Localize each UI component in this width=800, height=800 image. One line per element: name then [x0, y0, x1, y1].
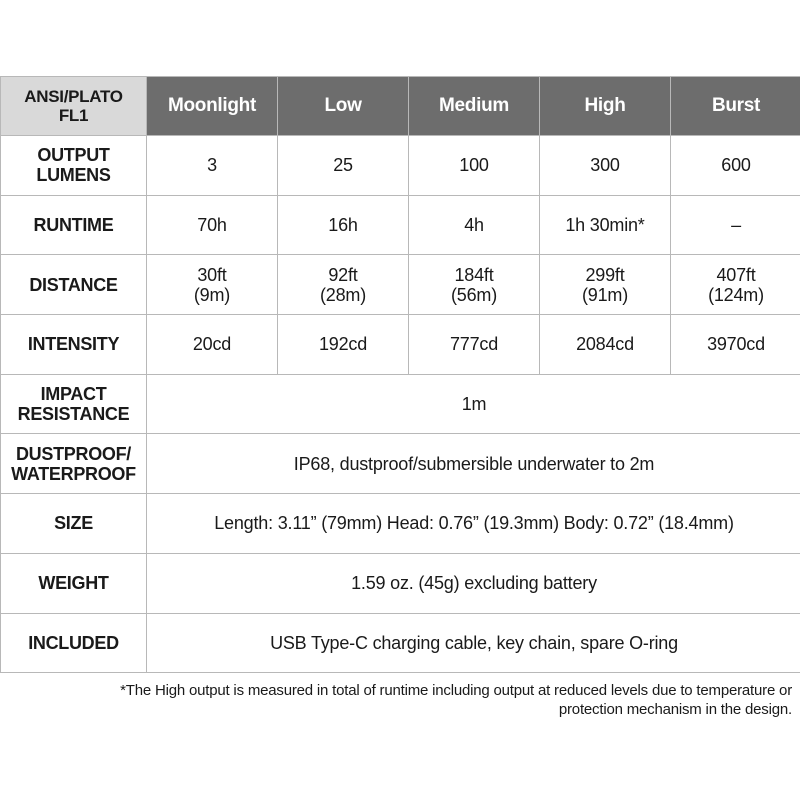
value-cell	[278, 255, 409, 315]
value-cell: –	[671, 195, 800, 255]
table-row	[1, 255, 800, 315]
value-cell: 16h	[278, 195, 409, 255]
value-cell: 3970cd	[671, 315, 800, 375]
value-cell: 1h 30min*	[540, 195, 671, 255]
footnote-line: *The High output is measured in total of runtime including output at reduced levels due to temperature or	[120, 682, 792, 699]
table-row	[1, 315, 800, 375]
value-cell-span: Length: 3.11” (79mm) Head: 0.76” (19.3mm) Body: 0.72” (18.4mm)	[147, 494, 800, 554]
value-line: 92ft	[328, 264, 358, 285]
row-label	[1, 136, 147, 196]
row-label: RUNTIME	[1, 195, 147, 255]
row-label: INCLUDED	[1, 613, 147, 673]
value-cell: 192cd	[278, 315, 409, 375]
value-cell: 20cd	[147, 315, 278, 375]
spec-table	[0, 76, 800, 673]
table-row	[1, 494, 800, 554]
table-row	[1, 613, 800, 673]
mode-header-moonlight: Moonlight	[147, 77, 278, 136]
table-row	[1, 434, 800, 494]
value-cell-span: IP68, dustproof/submersible underwater to 2m	[147, 434, 800, 494]
mode-header-low: Low	[278, 77, 409, 136]
row-label-line: IMPACT	[40, 384, 107, 405]
footnote-line: protection mechanism in the design.	[558, 701, 792, 718]
value-line: (28m)	[319, 284, 366, 305]
corner-cell	[1, 77, 147, 136]
mode-header-medium: Medium	[409, 77, 540, 136]
table-row	[1, 374, 800, 434]
corner-line: FL1	[58, 106, 89, 125]
value-cell: 777cd	[409, 315, 540, 375]
value-cell	[671, 255, 800, 315]
mode-header-burst: Burst	[671, 77, 800, 136]
value-cell: 100	[409, 136, 540, 196]
row-label-line: LUMENS	[36, 165, 111, 186]
row-label: DISTANCE	[1, 255, 147, 315]
footnote	[32, 681, 792, 719]
value-cell-span: 1.59 oz. (45g) excluding battery	[147, 553, 800, 613]
value-cell	[540, 255, 671, 315]
row-label-line: DUSTPROOF/	[15, 443, 131, 464]
value-cell-span: USB Type-C charging cable, key chain, spare O-ring	[147, 613, 800, 673]
value-cell: 4h	[409, 195, 540, 255]
value-cell: 3	[147, 136, 278, 196]
row-label	[1, 434, 147, 494]
value-line: 30ft	[197, 264, 227, 285]
table-row	[1, 195, 800, 255]
value-line: (124m)	[708, 284, 764, 305]
value-cell: 300	[540, 136, 671, 196]
row-label	[1, 374, 147, 434]
row-label: SIZE	[1, 494, 147, 554]
header-row	[1, 77, 800, 136]
value-cell: 2084cd	[540, 315, 671, 375]
row-label-line: WATERPROOF	[11, 463, 136, 484]
value-line: (91m)	[581, 284, 628, 305]
value-line: 407ft	[716, 264, 756, 285]
mode-header-high: High	[540, 77, 671, 136]
value-cell	[409, 255, 540, 315]
table-row	[1, 553, 800, 613]
table-row	[1, 136, 800, 196]
value-line: (56m)	[450, 284, 497, 305]
value-line: 184ft	[454, 264, 494, 285]
row-label-line: OUTPUT	[37, 145, 110, 166]
value-cell	[147, 255, 278, 315]
row-label: INTENSITY	[1, 315, 147, 375]
row-label: WEIGHT	[1, 553, 147, 613]
corner-line: ANSI/PLATO	[24, 87, 123, 106]
value-cell: 25	[278, 136, 409, 196]
value-cell-span: 1m	[147, 374, 800, 434]
value-cell: 70h	[147, 195, 278, 255]
value-cell: 600	[671, 136, 800, 196]
value-line: (9m)	[193, 284, 231, 305]
value-line: 299ft	[585, 264, 625, 285]
row-label-line: RESISTANCE	[17, 404, 130, 425]
